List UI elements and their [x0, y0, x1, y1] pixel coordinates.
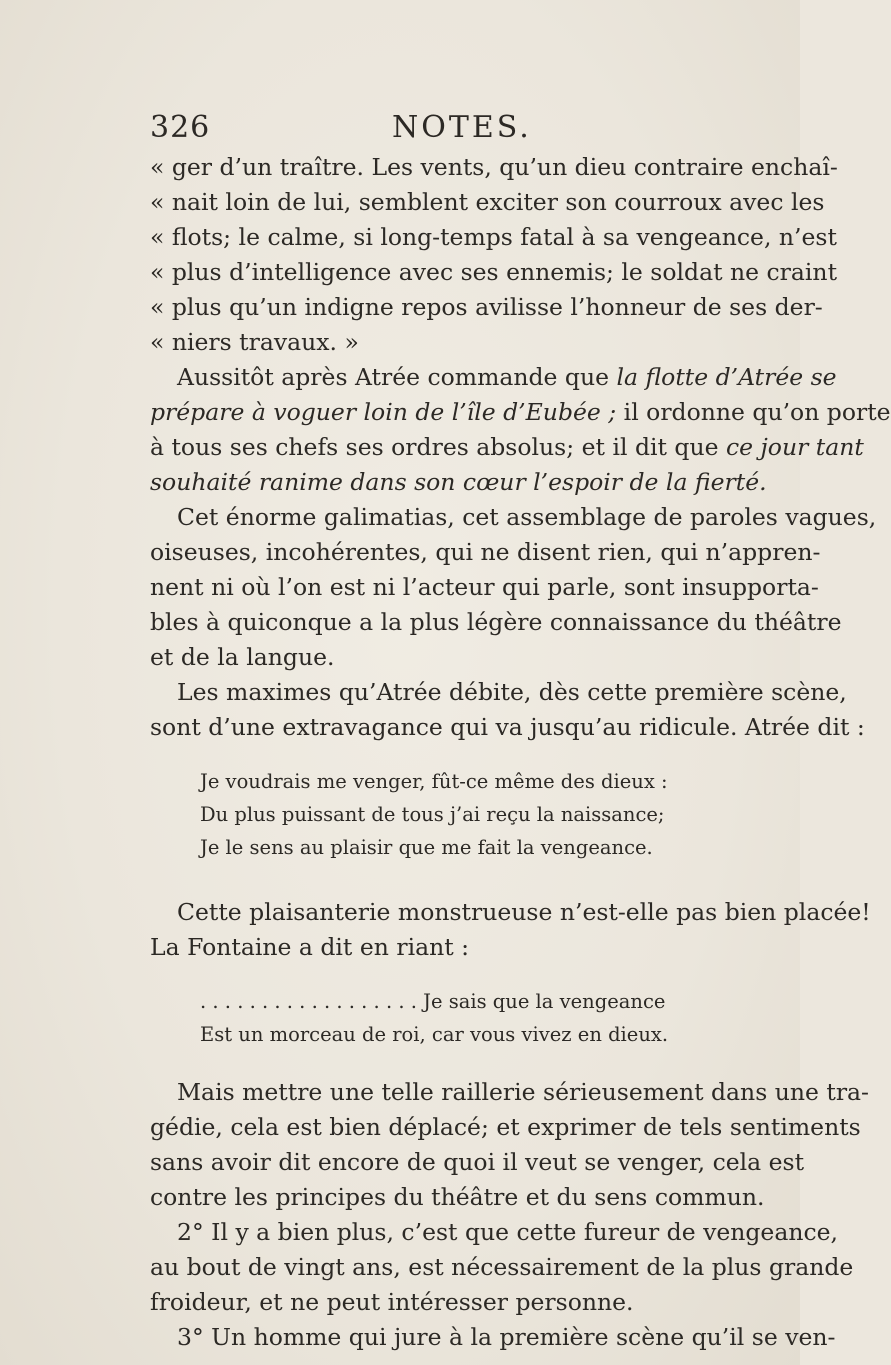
text-line: contre les principes du théâtre et du sens commun. [150, 1183, 765, 1211]
text-line [150, 395, 891, 430]
text-line: « plus qu’un indigne repos avilisse l’honneur de ses der- [150, 293, 823, 321]
text-span: à tous ses chefs ses ordres absolus; et il dit que [150, 433, 726, 461]
text-line: nent ni où l’on est ni l’acteur qui parle, sont insupporta- [150, 573, 819, 601]
quote-block [150, 150, 838, 360]
text-line: « flots; le calme, si long-temps fatal à sa vengeance, n’est [150, 223, 837, 251]
verse-line: Du plus puissant de tous j’ai reçu la naissance; [200, 803, 665, 826]
running-head: NOTES. [392, 110, 532, 145]
text-line: oiseuses, incohérentes, qui ne disent rien, qui n’appren- [150, 538, 821, 566]
text-line: et de la langue. [150, 643, 335, 671]
page-header [150, 110, 710, 150]
verse-quote-atree [200, 765, 668, 864]
paragraph-maximes [150, 675, 865, 745]
text-line: gédie, cela est bien déplacé; et exprimer de tels sentiments [150, 1113, 861, 1141]
text-line [150, 465, 767, 500]
text-line: froideur, et ne peut intéresser personne. [150, 1288, 634, 1316]
page-number: 326 [150, 110, 211, 145]
text-line: « niers travaux. » [150, 328, 359, 356]
italic-span: ce jour tant [725, 433, 864, 461]
paragraph-point-3 [150, 1320, 836, 1355]
paragraph-atree-commande [150, 360, 891, 500]
text-line: « ger d’un traître. Les vents, qu’un dieu contraire enchaî- [150, 153, 838, 181]
text-line: 3° Un homme qui jure à la première scène qu’il se ven- [177, 1323, 836, 1351]
paragraph-raillerie [150, 1075, 869, 1215]
text-line [150, 430, 864, 465]
italic-span: souhaité ranime dans son cœur l’espoir de la fierté. [150, 468, 767, 496]
italic-span: prépare à voguer loin de l’île d’Eubée ; [150, 398, 617, 426]
verse-quote-la-fontaine [200, 985, 668, 1051]
italic-span: la flotte d’Atrée se [616, 363, 837, 391]
verse-line: Je voudrais me venger, fût-ce même des dieux : [200, 770, 668, 793]
verse-line: Est un morceau de roi, car vous vivez en dieux. [200, 1023, 669, 1046]
text-line: Cet énorme galimatias, cet assemblage de paroles vagues, [177, 503, 877, 531]
paragraph-galimatias [150, 500, 877, 675]
verse-line: . . . . . . . . . . . . . . . . . . Je sais que la vengeance [200, 990, 666, 1013]
text-line: « nait loin de lui, semblent exciter son courroux avec les [150, 188, 825, 216]
text-line: sans avoir dit encore de quoi il veut se venger, cela est [150, 1148, 805, 1176]
text-line [150, 360, 837, 395]
text-span: Aussitôt après Atrée commande que [177, 363, 617, 391]
text-line: sont d’une extravagance qui va jusqu’au ridicule. Atrée dit : [150, 713, 865, 741]
verse-line: Je le sens au plaisir que me fait la vengeance. [200, 836, 653, 859]
text-line: au bout de vingt ans, est nécessairement de la plus grande [150, 1253, 854, 1281]
text-line: La Fontaine a dit en riant : [150, 933, 470, 961]
text-line: Mais mettre une telle raillerie sérieusement dans une tra- [177, 1078, 869, 1106]
text-line: Les maximes qu’Atrée débite, dès cette première scène, [177, 678, 847, 706]
text-line: « plus d’intelligence avec ses ennemis; le soldat ne craint [150, 258, 838, 286]
paragraph-point-2 [150, 1215, 854, 1320]
text-line: Cette plaisanterie monstrueuse n’est-elle pas bien placée! [177, 898, 871, 926]
text-line: bles à quiconque a la plus légère connaissance du théâtre [150, 608, 842, 636]
text-line: 2° Il y a bien plus, c’est que cette fureur de vengeance, [177, 1218, 839, 1246]
text-span: il ordonne qu’on porte [616, 398, 891, 426]
paragraph-plaisanterie [150, 895, 871, 965]
